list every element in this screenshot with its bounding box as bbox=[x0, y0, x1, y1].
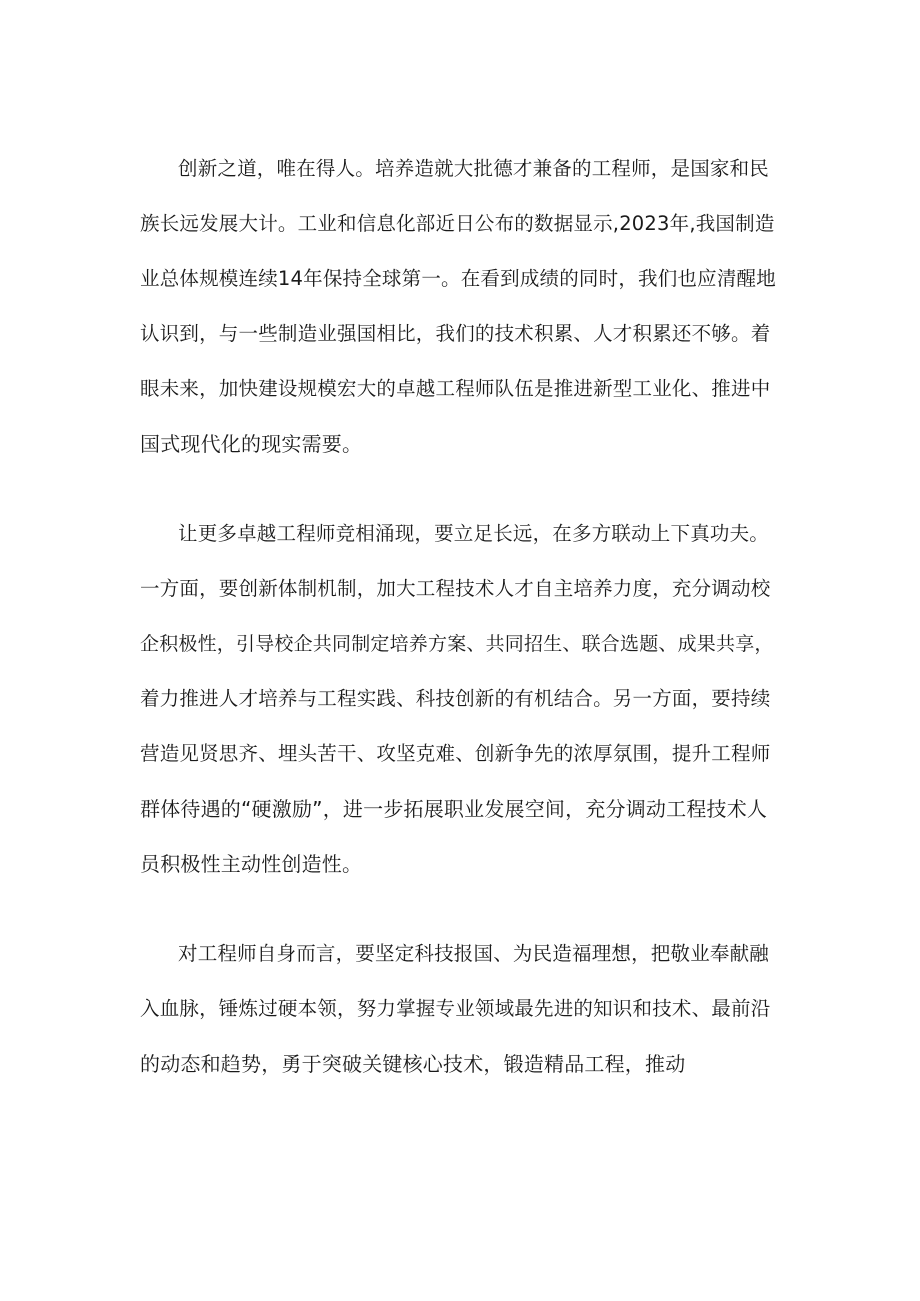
paragraph-line: 企积极性，引导校企共同制定培养方案、共同招生、联合选题、成果共享， bbox=[140, 633, 774, 655]
paragraph-line: 对工程师自身而言，要坚定科技报国、为民造福理想，把敬业奉献融 bbox=[178, 942, 770, 965]
paragraph-line: 眼未来，加快建设规模宏大的卓越工程师队伍是推进新型工业化、推进中 bbox=[140, 377, 771, 400]
paragraph-line: 业总体规模连续14年保持全球第一。在看到成绩的同时，我们也应清醒地 bbox=[140, 267, 776, 290]
paragraph-line: 员积极性主动性创造性。 bbox=[140, 852, 363, 876]
paragraph-line: 创新之道，唯在得人。培养造就大批德才兼备的工程师，是国家和民 bbox=[178, 157, 770, 180]
paragraph-line: 营造见贤思齐、埋头苦干、攻坚克难、创新争先的浓厚氛围，提升工程师 bbox=[140, 742, 771, 765]
paragraph-line: 族长远发展大计。工业和信息化部近日公布的数据显示,2023年,我国制造 bbox=[140, 212, 775, 235]
paragraph-line: 一方面，要创新体制机制，加大工程技术人才自主培养力度，充分调动校 bbox=[140, 577, 771, 600]
paragraph-line: 让更多卓越工程师竞相涌现，要立足长远，在多方联动上下真功夫。 bbox=[178, 522, 770, 545]
paragraph-line: 着力推进人才培养与工程实践、科技创新的有机结合。另一方面，要持续 bbox=[140, 687, 771, 710]
paragraph-line: 的动态和趋势，勇于突破关键核心技术，锻造精品工程，推动 bbox=[140, 1052, 686, 1076]
paragraph-line: 入血脉，锤炼过硬本领，努力掌握专业领域最先进的知识和技术、最前沿 bbox=[140, 997, 771, 1020]
paragraph-line: 群体待遇的“硬激励”，进一步拓展职业发展空间，充分调动工程技术人 bbox=[140, 797, 768, 821]
paragraph-line: 认识到，与一些制造业强国相比，我们的技术积累、人才积累还不够。着 bbox=[140, 322, 771, 345]
paragraph-line: 国式现代化的现实需要。 bbox=[140, 432, 363, 456]
